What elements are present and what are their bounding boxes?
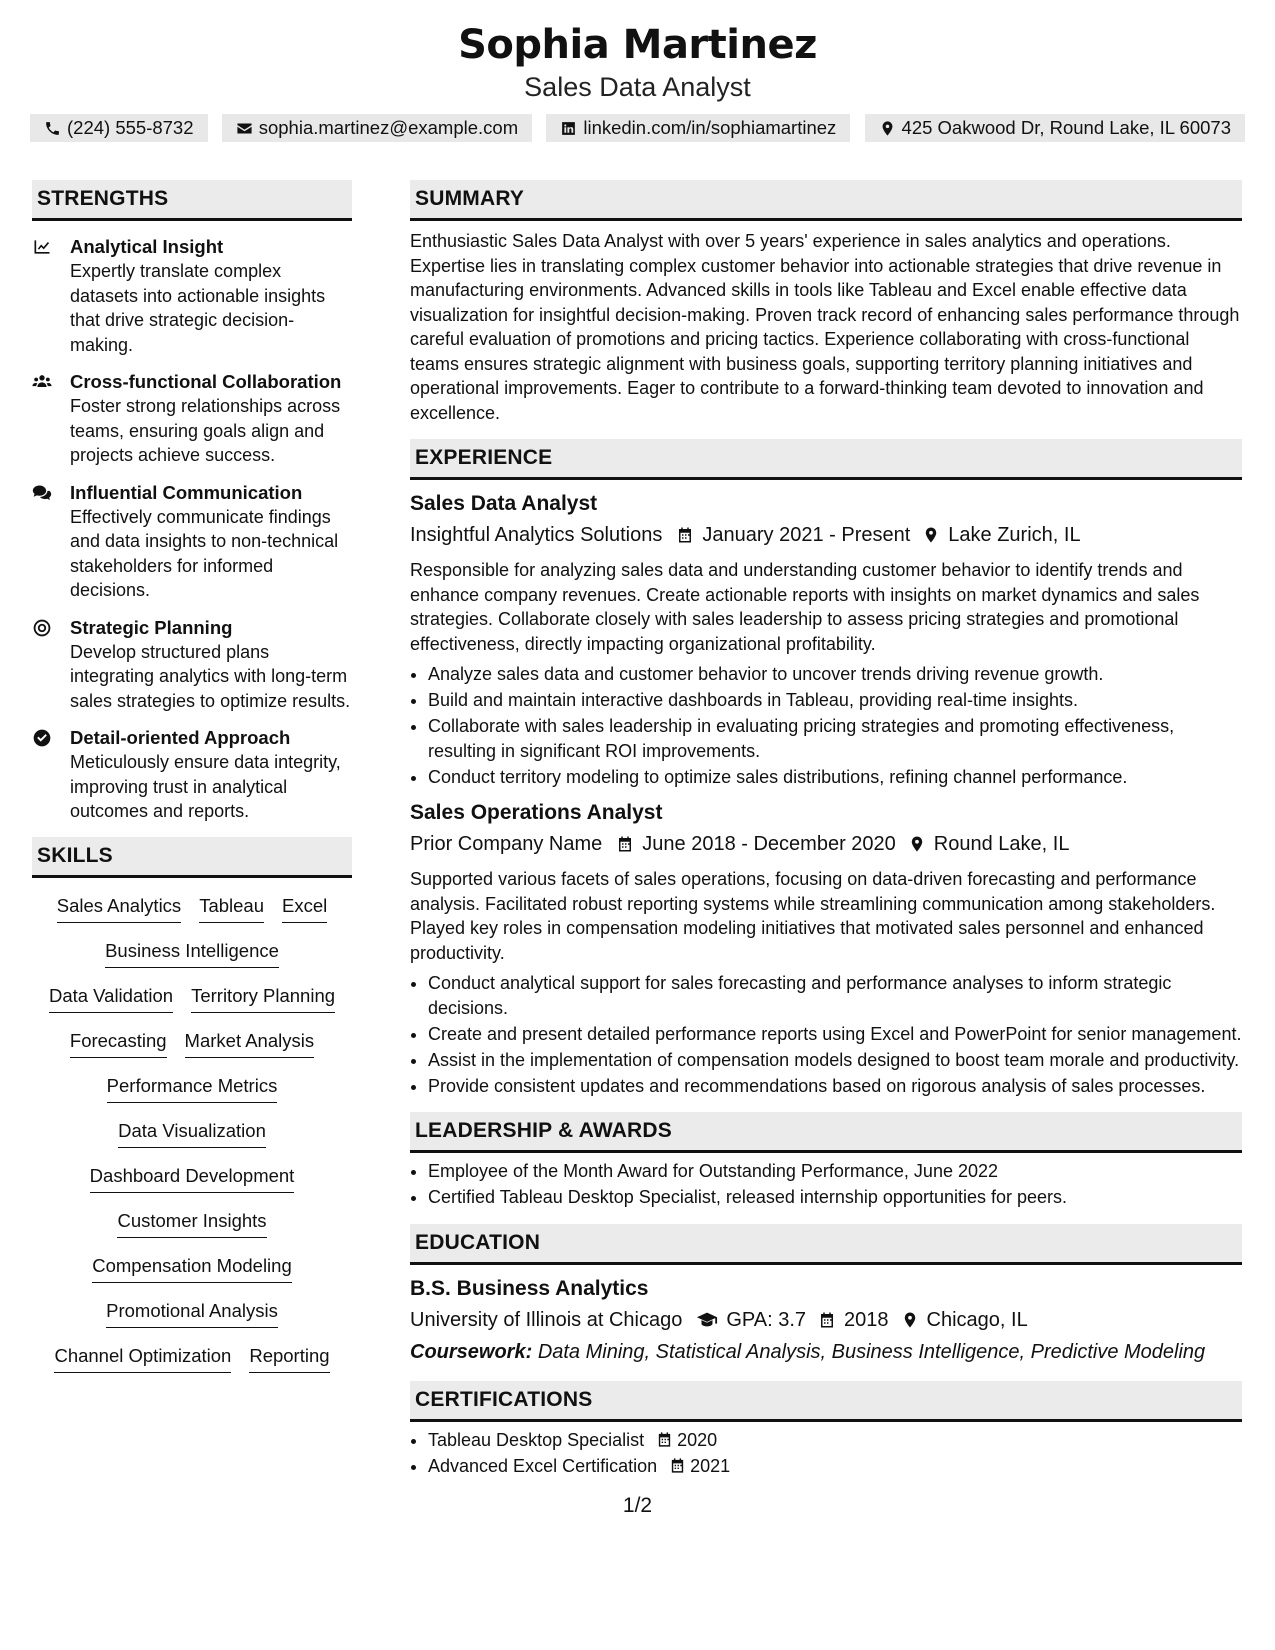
skill-tag: Promotional Analysis bbox=[106, 1297, 278, 1328]
contact-email[interactable] bbox=[222, 114, 532, 142]
job-location: Round Lake, IL bbox=[933, 833, 1070, 855]
list-item: • Employee of the Month Award for Outstanding Performance, June 2022 bbox=[428, 1159, 1242, 1184]
leadership-list bbox=[410, 1159, 1242, 1210]
strength-title: Cross-functional Collaboration bbox=[70, 371, 342, 392]
contact-linkedin-text: linkedin.com/in/sophiamartinez bbox=[583, 117, 837, 138]
location-pin-icon bbox=[901, 1311, 919, 1329]
job-bullets bbox=[410, 971, 1242, 1098]
job-meta bbox=[410, 520, 1242, 550]
skill-tag: Customer Insights bbox=[117, 1207, 266, 1238]
skill-tag: Market Analysis bbox=[185, 1027, 315, 1058]
envelope-icon bbox=[236, 120, 253, 137]
strengths-list bbox=[32, 235, 352, 824]
strength-title: Influential Communication bbox=[70, 481, 303, 503]
contact-bar bbox=[30, 114, 1245, 142]
graduation-cap-icon bbox=[696, 1309, 718, 1331]
skill-row bbox=[32, 1207, 352, 1252]
summary-heading: SUMMARY bbox=[410, 180, 1242, 221]
skill-tag: Territory Planning bbox=[191, 982, 335, 1013]
right-column bbox=[410, 180, 1242, 1480]
skill-tag: Compensation Modeling bbox=[92, 1252, 292, 1283]
job-description: Supported various facets of sales operations, focusing on data-driven forecasting and performance analysis. Facilitated robust reporting systems while streamlining communication among stakeholders. Played key roles in compensation modeling initiatives that motivated sales personnel and enhanced productivity. bbox=[410, 869, 1216, 963]
coursework-label: Coursework: bbox=[410, 1340, 533, 1363]
skill-row bbox=[32, 937, 352, 982]
comments-icon bbox=[32, 481, 70, 603]
calendar-icon bbox=[818, 1311, 836, 1329]
strength-item bbox=[32, 481, 352, 603]
calendar-icon bbox=[656, 1431, 673, 1448]
list-item bbox=[428, 1428, 1242, 1453]
list-item: • Provide consistent updates and recommendations based on rigorous analysis of sales processes. bbox=[428, 1074, 1242, 1099]
coursework bbox=[410, 1337, 1242, 1367]
strengths-heading: STRENGTHS bbox=[32, 180, 352, 221]
certifications-heading: CERTIFICATIONS bbox=[410, 1381, 1242, 1422]
phone-icon bbox=[44, 120, 61, 137]
job-entry bbox=[410, 799, 1242, 1098]
cert-year: 2021 bbox=[690, 1455, 731, 1476]
job-title: Sales Data Analyst bbox=[410, 492, 598, 515]
skill-tag: Reporting bbox=[249, 1342, 329, 1373]
job-dates: January 2021 - Present bbox=[702, 524, 911, 546]
contact-phone[interactable] bbox=[30, 114, 208, 142]
contact-address bbox=[865, 114, 1245, 142]
cert-name: • Advanced Excel Certification bbox=[428, 1455, 658, 1476]
calendar-icon bbox=[616, 835, 634, 853]
skill-row bbox=[32, 1117, 352, 1162]
candidate-name: Sophia Martinez bbox=[458, 22, 817, 68]
list-item: • Conduct territory modeling to optimize sales distributions, refining channel performance. bbox=[428, 765, 1242, 790]
skill-tag: Data Visualization bbox=[118, 1117, 266, 1148]
job-title: Sales Operations Analyst bbox=[410, 801, 663, 824]
education-meta bbox=[410, 1305, 1242, 1335]
chart-line-icon bbox=[32, 235, 70, 357]
list-item: • Analyze sales data and customer behavior to uncover trends driving revenue growth. bbox=[428, 662, 1242, 687]
list-item: • Collaborate with sales leadership in evaluating pricing strategies and promoting effectiveness, resulting in significant ROI improvements. bbox=[428, 714, 1242, 763]
job-meta bbox=[410, 829, 1242, 859]
education-heading: EDUCATION bbox=[410, 1224, 1242, 1265]
skill-tag: Dashboard Development bbox=[90, 1162, 295, 1193]
strength-item bbox=[32, 726, 352, 824]
skill-row bbox=[32, 892, 352, 937]
strength-title: Strategic Planning bbox=[70, 616, 233, 638]
skill-row bbox=[32, 1072, 352, 1117]
list-item: • Build and maintain interactive dashboards in Tableau, providing real-time insights. bbox=[428, 688, 1242, 713]
linkedin-icon bbox=[560, 120, 577, 137]
users-icon bbox=[32, 370, 70, 468]
bullseye-icon bbox=[32, 616, 70, 714]
skill-row bbox=[32, 1162, 352, 1207]
list-item: • Certified Tableau Desktop Specialist, released internship opportunities for peers. bbox=[428, 1185, 1242, 1210]
strength-item bbox=[32, 370, 352, 468]
strength-desc: Effectively communicate findings and data insights to non-technical stakeholders for informed decisions. bbox=[70, 506, 339, 600]
list-item: • Assist in the implementation of compensation models designed to boost team morale and productivity. bbox=[428, 1048, 1242, 1073]
coursework-list: Data Mining, Statistical Analysis, Business Intelligence, Predictive Modeling bbox=[537, 1340, 1206, 1363]
skills-list bbox=[32, 892, 352, 1387]
gpa: GPA: 3.7 bbox=[726, 1308, 807, 1331]
job-bullets bbox=[410, 662, 1242, 789]
job-entry bbox=[410, 490, 1242, 789]
cert-year: 2020 bbox=[677, 1429, 718, 1450]
strength-item bbox=[32, 616, 352, 714]
contact-email-text: sophia.martinez@example.com bbox=[258, 117, 519, 138]
degree: B.S. Business Analytics bbox=[410, 1276, 649, 1300]
contact-linkedin[interactable] bbox=[546, 114, 850, 142]
location-pin-icon bbox=[908, 835, 926, 853]
graduation-year: 2018 bbox=[844, 1308, 889, 1331]
strength-item bbox=[32, 235, 352, 357]
contact-address-text: 425 Oakwood Dr, Round Lake, IL 60073 bbox=[901, 117, 1231, 138]
job-location: Lake Zurich, IL bbox=[948, 524, 1081, 546]
job-description: Responsible for analyzing sales data and understanding customer behavior to identify trends and enhance company revenues. Create actionable reports with insights on market dynamics and sales strategies. Collaborate closely with sales leadership to assess pricing strategies and promotional effectiveness, directly impacting organizational profitability. bbox=[410, 560, 1200, 654]
list-item bbox=[428, 1454, 1242, 1479]
check-circle-icon bbox=[32, 726, 70, 824]
calendar-icon bbox=[669, 1457, 686, 1474]
skill-tag: Sales Analytics bbox=[57, 892, 181, 923]
location-pin-icon bbox=[922, 526, 940, 544]
skill-tag: Tableau bbox=[199, 892, 264, 923]
certifications-list bbox=[410, 1428, 1242, 1479]
skill-row bbox=[32, 982, 352, 1027]
skill-row bbox=[32, 1027, 352, 1072]
list-item: • Conduct analytical support for sales forecasting and performance analyses to inform strategic decisions. bbox=[428, 971, 1242, 1020]
cert-name: • Tableau Desktop Specialist bbox=[428, 1429, 645, 1450]
candidate-title: Sales Data Analyst bbox=[524, 72, 751, 102]
strength-title: Detail-oriented Approach bbox=[70, 727, 291, 748]
job-company: Insightful Analytics Solutions bbox=[410, 524, 663, 546]
skill-tag: Performance Metrics bbox=[107, 1072, 278, 1103]
school-name: University of Illinois at Chicago bbox=[410, 1308, 683, 1331]
list-item: • Create and present detailed performance reports using Excel and PowerPoint for senior management. bbox=[428, 1022, 1242, 1047]
skill-row bbox=[32, 1252, 352, 1297]
summary-text: Enthusiastic Sales Data Analyst with over 5 years' experience in sales analytics and operations. Expertise lies in translating complex customer behavior into actionable strategies that drive revenue in manufacturing environments. Advanced skills in tools like Tableau and Excel enable effective data visualization for insightful decision-making. Proven track record of enhancing sales performance through careful evaluation of promotions and pricing tactics. Experience collaborating with cross-functional teams ensures strategic alignment with business goals, supporting territory planning initiatives and operational improvements. Eager to contribute to a forward-thinking team devoted to innovation and excellence. bbox=[410, 231, 1240, 423]
strength-desc: Develop structured plans integrating analytics with long-term sales strategies to optimize results. bbox=[70, 641, 351, 711]
left-column bbox=[32, 180, 352, 1387]
page-number: 1/2 bbox=[622, 1494, 653, 1517]
skill-tag: Excel bbox=[282, 892, 327, 923]
skill-tag: Forecasting bbox=[70, 1027, 167, 1058]
skill-tag: Data Validation bbox=[49, 982, 173, 1013]
school-location: Chicago, IL bbox=[926, 1308, 1028, 1331]
skill-tag: Business Intelligence bbox=[105, 937, 279, 968]
strength-title: Analytical Insight bbox=[70, 236, 224, 257]
experience-heading: EXPERIENCE bbox=[410, 439, 1242, 480]
location-pin-icon bbox=[879, 120, 896, 137]
leadership-heading: LEADERSHIP & AWARDS bbox=[410, 1112, 1242, 1153]
skill-tag: Channel Optimization bbox=[54, 1342, 231, 1373]
job-company: Prior Company Name bbox=[410, 833, 603, 855]
contact-phone-text: (224) 555-8732 bbox=[67, 117, 194, 138]
strength-desc: Meticulously ensure data integrity, improving trust in analytical outcomes and reports. bbox=[70, 752, 341, 821]
skills-heading: SKILLS bbox=[32, 837, 352, 878]
skill-row bbox=[32, 1342, 352, 1387]
strength-desc: Foster strong relationships across teams, ensuring goals align and projects achieve success. bbox=[70, 396, 341, 465]
skill-row bbox=[32, 1297, 352, 1342]
job-dates: June 2018 - December 2020 bbox=[642, 833, 896, 855]
strength-desc: Expertly translate complex datasets into actionable insights that drive strategic decision-making. bbox=[70, 261, 326, 355]
calendar-icon bbox=[676, 526, 694, 544]
